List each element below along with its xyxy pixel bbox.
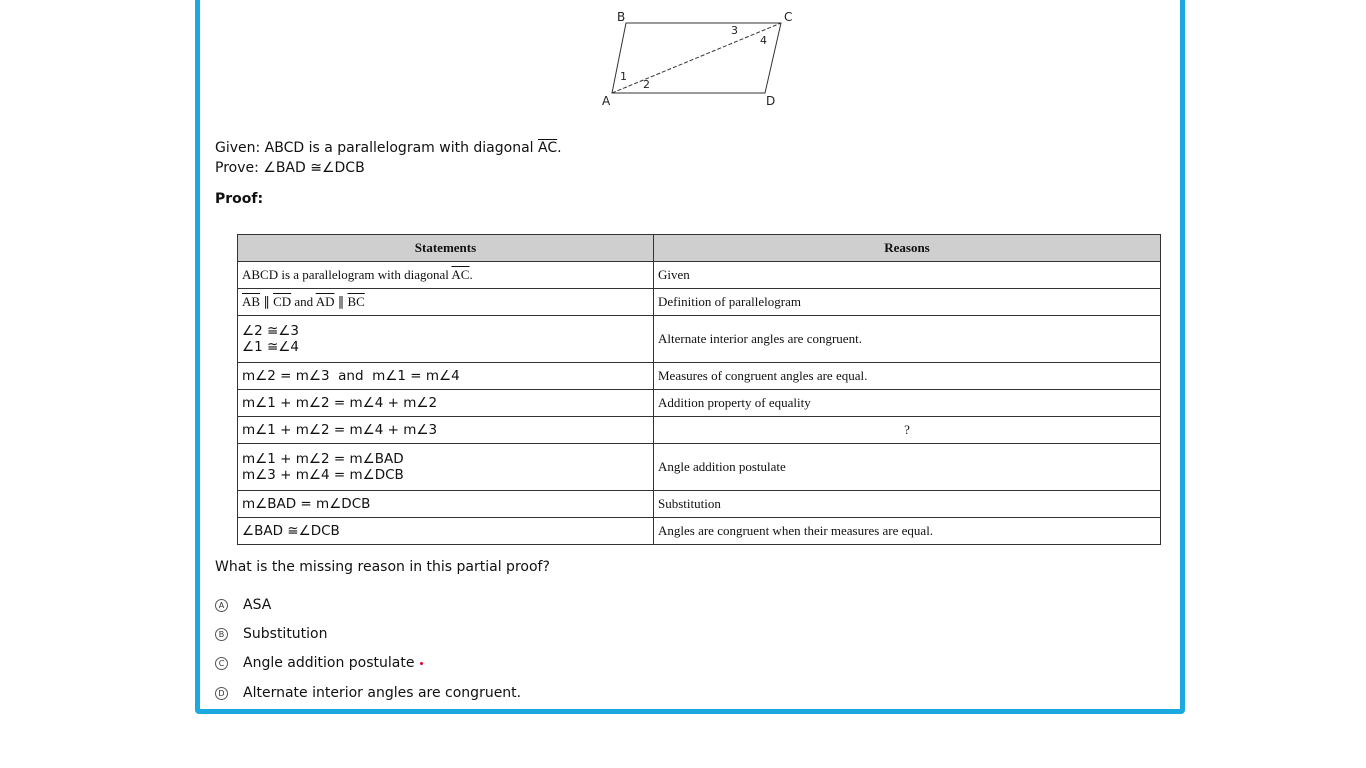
choice-c-bubble[interactable]: C: [215, 657, 228, 670]
angle-2-label: 2: [643, 78, 650, 91]
reasons-header: Reasons: [654, 235, 1161, 262]
table-row: [238, 518, 1161, 545]
statement-cell: m∠1 + m∠2 = m∠4 + m∠2: [238, 390, 654, 417]
prove-statement: Prove: ∠BAD ≅∠DCB: [215, 160, 365, 176]
parallelogram-figure: [600, 10, 800, 109]
choice-b-bubble[interactable]: B: [215, 628, 228, 641]
question-panel: [195, 0, 1185, 714]
angle-4-label: 4: [760, 34, 767, 47]
parallel-symbol: ∥: [334, 294, 348, 309]
choice-b[interactable]: [215, 626, 328, 642]
statement-line: m∠1 + m∠2 = m∠BAD: [242, 451, 404, 467]
segment-ab: $\overline{AB}$: [242, 294, 261, 309]
reason-cell: Alternate interior angles are congruent.: [654, 316, 1161, 363]
table-row: [238, 444, 1161, 491]
statement-line: m∠3 + m∠4 = m∠DCB: [242, 467, 404, 483]
statement-cell: [238, 444, 654, 491]
vertex-a-label: A: [602, 94, 611, 108]
diagonal-ac: [612, 23, 781, 93]
choice-a-bubble[interactable]: A: [215, 599, 228, 612]
table-row: [238, 417, 1161, 444]
reason-cell: Addition property of equality: [654, 390, 1161, 417]
segment-ac: $\overline{AC}$: [451, 267, 470, 282]
statement-cell: [238, 289, 654, 316]
choice-c[interactable]: [215, 655, 423, 671]
reason-cell: Given: [654, 262, 1161, 289]
reason-cell: Substitution: [654, 491, 1161, 518]
segment-bc: $\overline{BC}$: [347, 294, 365, 309]
vertex-b-label: B: [617, 10, 626, 24]
table-row: [238, 262, 1161, 289]
given-suffix: .: [557, 140, 562, 156]
statement-end: .: [469, 267, 473, 282]
statement-cell: m∠BAD = m∠DCB: [238, 491, 654, 518]
statement-cell: ∠BAD ≅∠DCB: [238, 518, 654, 545]
choice-c-label: Angle addition postulate: [243, 655, 415, 671]
table-row: [238, 491, 1161, 518]
table-row: [238, 390, 1161, 417]
statement-cell: [238, 316, 654, 363]
segment-cd: $\overline{CD}$: [273, 294, 292, 309]
reason-cell: Angles are congruent when their measures are equal.: [654, 518, 1161, 545]
proof-table: [237, 234, 1161, 545]
given-prove-block: [215, 138, 562, 178]
vertex-c-label: C: [784, 10, 793, 24]
table-row: [238, 363, 1161, 390]
cursor-dot: [420, 662, 423, 665]
statement-cell: [238, 262, 654, 289]
parallel-symbol: ∥: [260, 294, 274, 309]
choice-d-bubble[interactable]: D: [215, 687, 228, 700]
choice-a-label: ASA: [243, 597, 272, 613]
angle-3-label: 3: [731, 24, 738, 37]
and-text: and: [291, 294, 316, 309]
choice-d[interactable]: [215, 685, 521, 701]
statement-cell: m∠2 = m∠3 and m∠1 = m∠4: [238, 363, 654, 390]
segment-ad: $\overline{AD}$: [315, 294, 335, 309]
angle-1-label: 1: [620, 70, 627, 83]
given-segment: $\overline{AC}$: [538, 140, 558, 156]
reason-cell: Measures of congruent angles are equal.: [654, 363, 1161, 390]
table-row: [238, 289, 1161, 316]
choice-b-label: Substitution: [243, 626, 328, 642]
reason-cell: Angle addition postulate: [654, 444, 1161, 491]
question-text: What is the missing reason in this partial proof?: [215, 559, 550, 575]
statement-cell: m∠1 + m∠2 = m∠4 + m∠3: [238, 417, 654, 444]
proof-heading: Proof:: [215, 191, 264, 207]
statements-header: Statements: [238, 235, 654, 262]
statement-line: ∠1 ≅∠4: [242, 339, 299, 355]
vertex-d-label: D: [766, 94, 776, 108]
choice-d-label: Alternate interior angles are congruent.: [243, 685, 522, 701]
given-statement: [215, 138, 562, 158]
given-prefix: Given: ABCD is a parallelogram with diagonal: [215, 140, 538, 156]
statement-text: ABCD is a parallelogram with diagonal: [242, 267, 452, 282]
choice-a[interactable]: [215, 597, 271, 613]
statement-line: ∠2 ≅∠3: [242, 323, 299, 339]
missing-reason-cell: ?: [654, 417, 1161, 444]
table-header-row: [238, 235, 1161, 262]
reason-cell: Definition of parallelogram: [654, 289, 1161, 316]
table-row: [238, 316, 1161, 363]
